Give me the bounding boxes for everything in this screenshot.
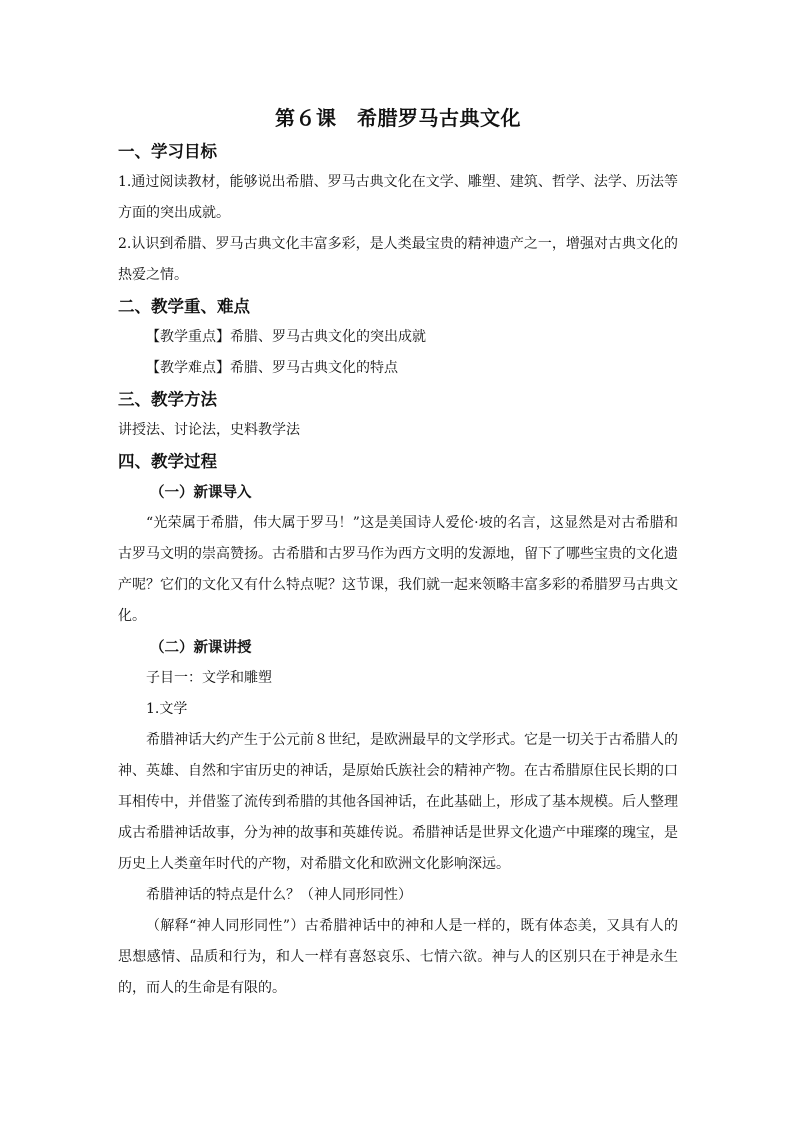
subtopic-title: 子目一：文学和雕塑 bbox=[146, 670, 272, 686]
goal-item-1: 1.通过阅读教材，能够说出希腊、罗马古典文化在文学、雕塑、建筑、哲学、法学、历法等方面的突出成就。 bbox=[118, 174, 678, 221]
intro-paragraph: “光荣属于希腊，伟大属于罗马！”这是美国诗人爱伦·坡的名言，这显然是对古希腊和古罗马文明的崇高赞扬。古希腊和古罗马作为西方文明的发源地，留下了哪些宝贵的文化遗产呢？它们的文化又有什么特点呢？这节课，我们就一起来领略丰富多彩的希腊罗马古典文化。 bbox=[118, 515, 678, 624]
teaching-focus: 【教学重点】希腊、罗马古典文化的突出成就 bbox=[146, 329, 426, 345]
page-title: 第６课 希腊罗马古典文化 bbox=[275, 106, 521, 130]
document-body bbox=[118, 100, 678, 1004]
myth-explanation: （解释“神人同形同性”）古希腊神话中的神和人是一样的，既有体态美，又具有人的思想感情、品质和行为，和人一样有喜怒哀乐、七情六欲。神与人的区别只在于神是永生的，而人的生命是有限的。 bbox=[118, 918, 678, 996]
goal-item-2: 2.认识到希腊、罗马古典文化丰富多彩，是人类最宝贵的精神遗产之一，增强对古典文化的热爱之情。 bbox=[118, 236, 678, 283]
lecture-heading: （二）新课讲授 bbox=[150, 639, 252, 656]
section-heading-goals: 一、学习目标 bbox=[118, 142, 217, 161]
teaching-difficulty: 【教学难点】希腊、罗马古典文化的特点 bbox=[146, 360, 398, 376]
methods-text: 讲授法、讨论法，史料教学法 bbox=[118, 422, 300, 438]
myth-paragraph: 希腊神话大约产生于公元前８世纪，是欧洲最早的文学形式。它是一切关于古希腊人的神、英雄、自然和宇宙历史的神话，是原始氏族社会的精神产物。在古希腊原住民长期的口耳相传中，并借鉴了流传到希腊的其他各国神话，在此基础上，形成了基本规模。后人整理成古希腊神话故事，分为神的故事和英雄传说。希腊神话是世界文化遗产中璀璨的瑰宝，是历史上人类童年时代的产物，对希腊文化和欧洲文化影响深远。 bbox=[118, 732, 678, 872]
section-heading-methods: 三、教学方法 bbox=[118, 390, 217, 409]
intro-heading: （一）新课导入 bbox=[150, 484, 252, 501]
subtopic-item: 1.文学 bbox=[146, 701, 188, 717]
section-heading-process: 四、教学过程 bbox=[118, 452, 217, 471]
myth-question: 希腊神话的特点是什么？（神人同形同性） bbox=[146, 887, 412, 903]
section-heading-keypoints: 二、教学重、难点 bbox=[118, 297, 250, 316]
